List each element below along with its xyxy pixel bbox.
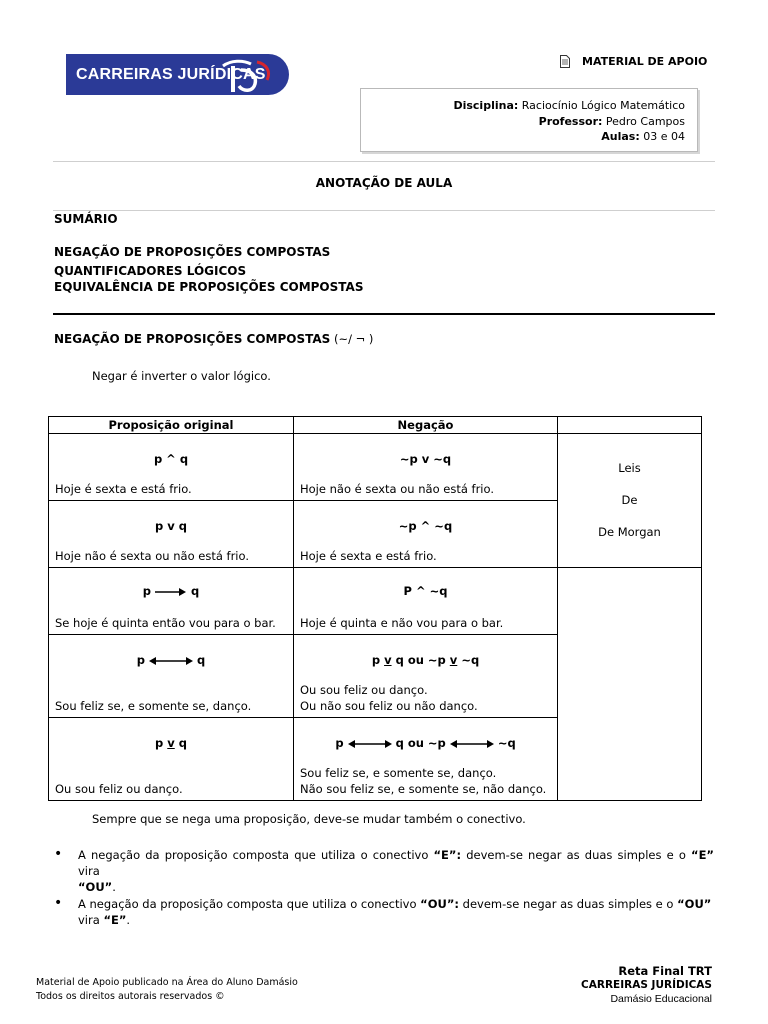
- negation-symbol: p q ou ~p ~q: [335, 736, 516, 750]
- logo-mark-icon: [217, 56, 275, 93]
- footer-right: [581, 964, 712, 1006]
- original-symbol: p v q: [155, 519, 187, 533]
- double-arrow-icon: [348, 739, 392, 749]
- negation-example: Hoje não é sexta ou não está frio.: [300, 481, 494, 496]
- divider: [53, 210, 715, 211]
- de-morgan-label: De: [621, 493, 638, 507]
- footer-course: Reta Final TRT: [618, 964, 712, 978]
- bullet-icon: •: [54, 846, 63, 862]
- negation-example: Ou sou feliz ou danço. Ou não sou feliz ou não danço.: [300, 683, 478, 713]
- footer-brand: CARREIRAS JURÍDICAS: [581, 979, 712, 991]
- table-row: [49, 568, 702, 635]
- bullet-item: [54, 847, 714, 895]
- connective-note: Sempre que se nega uma proposição, deve-se mudar também o conectivo.: [92, 812, 526, 826]
- footer-rights: Todos os direitos autorais reservados ©: [36, 991, 225, 1002]
- negation-example: Sou feliz se, e somente se, danço. Não sou feliz se, e somente se, não danço.: [300, 766, 547, 796]
- table-header: [558, 417, 702, 434]
- negation-symbol: ~p v ~q: [399, 452, 452, 466]
- double-arrow-icon: [450, 739, 494, 749]
- negation-symbol: P ^ ~q: [403, 584, 448, 598]
- negation-example: Hoje é sexta e está frio.: [300, 548, 437, 563]
- double-arrow-icon: [149, 656, 193, 666]
- original-example: Hoje é sexta e está frio.: [55, 481, 192, 496]
- negation-symbol: p v q ou ~p v ~q: [371, 653, 480, 667]
- section-intro: Negar é inverter o valor lógico.: [92, 369, 271, 383]
- right-arrow-icon: [155, 587, 187, 597]
- bullet-text: A negação da proposição composta que utiliza o conectivo “E”: devem-se negar as duas simples e o “E” vira “OU”.: [78, 848, 714, 894]
- section-heading-suffix: (~/ ¬ ): [333, 332, 374, 346]
- negation-example: Hoje é quinta e não vou para o bar.: [300, 615, 504, 630]
- logo-text: CARREIRAS JURÍDICAS: [76, 65, 266, 83]
- original-example: Se hoje é quinta então vou para o bar.: [55, 615, 276, 630]
- table-header-row: [49, 417, 702, 434]
- de-morgan-cell: [558, 434, 702, 568]
- logo: [66, 54, 289, 95]
- bullet-icon: •: [54, 895, 63, 911]
- divider: [53, 313, 715, 315]
- disciplina-line: Disciplina: Raciocínio Lógico Matemático: [453, 99, 685, 112]
- original-example: Ou sou feliz ou danço.: [55, 781, 183, 796]
- negation-symbol: ~p ^ ~q: [398, 519, 453, 533]
- professor-line: Professor: Pedro Campos: [538, 114, 685, 128]
- material-label: MATERIAL DE APOIO: [582, 55, 708, 68]
- section-heading: NEGAÇÃO DE PROPOSIÇÕES COMPOSTAS (~/ ¬ ): [54, 332, 374, 346]
- divider: [53, 161, 715, 162]
- bullet-item: [54, 896, 714, 928]
- original-example: Sou feliz se, e somente se, danço.: [55, 698, 252, 713]
- table-header: Negação: [294, 417, 558, 434]
- sumario-item: NEGAÇÃO DE PROPOSIÇÕES COMPOSTAS: [54, 245, 331, 259]
- page-title: ANOTAÇÃO DE AULA: [315, 176, 453, 190]
- material-header: [560, 55, 707, 68]
- course-info-box: [360, 88, 698, 152]
- original-symbol: p q: [136, 653, 206, 667]
- original-example: Hoje não é sexta ou não está frio.: [55, 548, 249, 563]
- empty-side-cell: [558, 568, 702, 801]
- bullet-text: A negação da proposição composta que utiliza o conectivo “OU”: devem-se negar as duas simples e o “OU” vira “E”.: [78, 897, 712, 927]
- footer-publisher-note: Material de Apoio publicado na Área do Aluno Damásio: [36, 977, 298, 988]
- footer-company: Damásio Educacional: [610, 993, 712, 1005]
- aulas-line: Aulas: 03 e 04: [601, 130, 685, 143]
- original-symbol: p ^ q: [153, 452, 189, 466]
- sumario-heading: SUMÁRIO: [54, 212, 118, 226]
- table-row: [49, 434, 702, 501]
- de-morgan-label: Leis: [618, 461, 641, 475]
- footer-left: [36, 976, 298, 1004]
- negation-table: [48, 416, 702, 801]
- original-symbol: p v q: [155, 736, 187, 750]
- sumario-item: EQUIVALÊNCIA DE PROPOSIÇÕES COMPOSTAS: [54, 280, 364, 294]
- table-header: Proposição original: [49, 417, 294, 434]
- sumario-item: QUANTIFICADORES LÓGICOS: [54, 264, 247, 278]
- original-symbol: p q: [142, 584, 200, 598]
- document-icon: [560, 55, 570, 68]
- de-morgan-label: De Morgan: [598, 525, 661, 539]
